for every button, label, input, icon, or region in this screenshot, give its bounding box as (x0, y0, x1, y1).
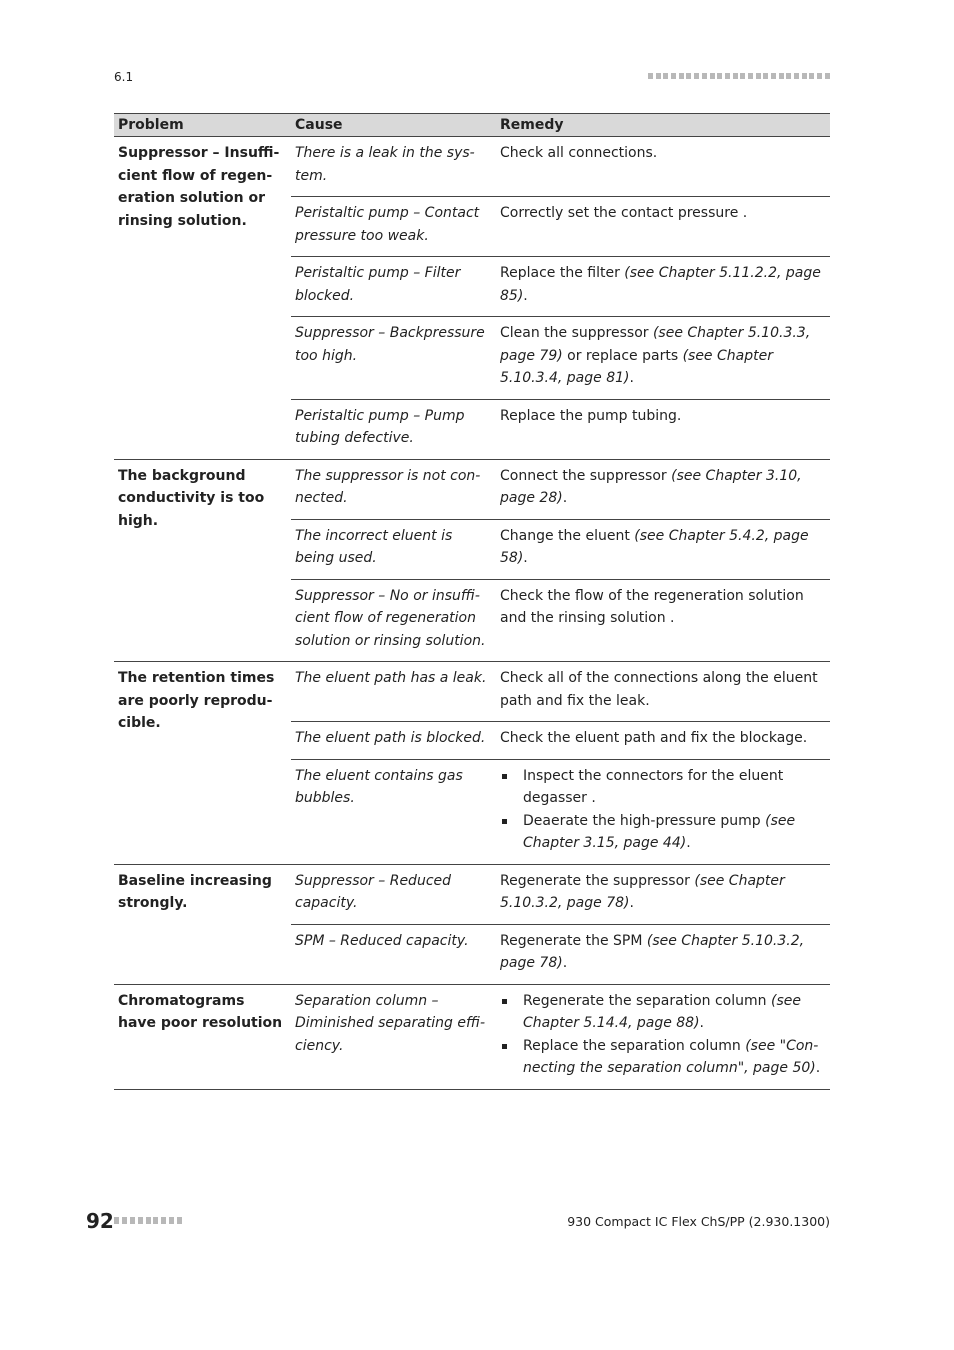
remedy-text: Replace the pump tubing. (500, 407, 682, 424)
footer-dot (146, 1217, 151, 1224)
table-body (114, 137, 830, 1090)
header-dot (756, 73, 761, 79)
remedy-text: Deaerate the high-pressure pump (523, 812, 766, 829)
header-dot (748, 73, 753, 79)
table-row (114, 459, 830, 519)
header-dot (686, 73, 691, 79)
table-row (114, 864, 830, 924)
remedy-text: Regenerate the separation column (523, 992, 771, 1009)
remedy-text: . (523, 550, 528, 566)
remedy-cell (496, 759, 830, 864)
remedy-text: . (815, 1060, 821, 1076)
remedy-list-item (500, 1035, 826, 1080)
remedy-text: . (699, 1015, 704, 1031)
section-number: 6.1 (114, 70, 134, 84)
reference-text: (see Chapter 5.14.4, page 88) (523, 992, 801, 1031)
remedy-text: Check all of the connections along the eluent path and fix the leak. (500, 670, 818, 709)
remedy-text: . (629, 895, 634, 911)
cause-cell: SPM – Reduced capacity. (291, 924, 496, 984)
remedy-list-item (500, 810, 826, 855)
header-dot (771, 73, 776, 79)
table-header-row (114, 114, 830, 137)
footer-dot (177, 1217, 182, 1224)
remedy-cell (496, 257, 830, 317)
remedy-text: Correctly set the contact pressure . (500, 205, 748, 221)
problem-cell: Chromatograms have poor resolution (114, 984, 291, 1089)
remedy-cell (496, 984, 830, 1089)
header-dot (779, 73, 784, 79)
remedy-text: Regenerate the SPM (500, 932, 647, 949)
header-dot (679, 73, 684, 79)
cause-cell: Peristaltic pump – Contact pressure too weak. (291, 197, 496, 257)
cause-cell: The eluent path is blocked. (291, 722, 496, 760)
document-title: 930 Compact IC Flex ChS/PP (2.930.1300) (567, 1214, 830, 1229)
reference-text: (see "Con-necting the separation column", page 50) (523, 1037, 819, 1076)
problem-cell: Suppressor – Insuffi-cient flow of regen-eration solution or rinsing solution. (118, 145, 280, 229)
remedy-cell (496, 317, 830, 400)
remedy-list (500, 765, 826, 855)
remedy-cell (496, 459, 830, 519)
remedy-list (500, 990, 826, 1080)
header-dot (802, 73, 807, 79)
column-header-cause: Cause (291, 114, 496, 137)
reference-text: (see Chapter 5.4.2, page 58) (500, 527, 809, 566)
reference-text: (see Chapter 5.11.2.2, page 85) (500, 265, 821, 304)
remedy-cell (496, 579, 830, 662)
remedy-text: . (629, 370, 634, 386)
remedy-text: Connect the suppressor (500, 467, 672, 484)
troubleshooting-table (114, 113, 830, 1090)
header-dot (817, 73, 822, 79)
cause-cell: There is a leak in the sys-tem. (295, 145, 475, 184)
cause-cell: Suppressor – No or insuffi-cient flow of regeneration solution or rinsing solution. (291, 579, 496, 662)
column-header-problem: Problem (114, 114, 291, 137)
header-dot (733, 73, 738, 79)
cause-cell: Suppressor – Reduced capacity. (291, 864, 496, 924)
cause-cell: The suppressor is not con-nected. (291, 459, 496, 519)
footer-dot (138, 1217, 143, 1224)
remedy-text: Change the eluent (500, 527, 635, 544)
reference-text: (see Chapter 5.10.3.2, page 78) (500, 932, 805, 971)
reference-text: (see Chapter 5.10.3.2, page 78) (500, 872, 785, 911)
header-dot (740, 73, 745, 79)
header-dot (809, 73, 814, 79)
header-dot (702, 73, 707, 79)
remedy-cell (496, 924, 830, 984)
remedy-text: Regenerate the suppressor (500, 872, 695, 889)
footer-decoration (114, 1217, 182, 1225)
cause-cell: Suppressor – Backpressure too high. (291, 317, 496, 400)
remedy-text: Replace the filter (500, 265, 625, 281)
reference-text: (see Chapter 5.10.3.3, page 79) (500, 325, 811, 364)
header-dot (717, 73, 722, 79)
header-dot (671, 73, 676, 79)
remedy-cell (496, 197, 830, 257)
footer-dot (153, 1217, 158, 1224)
footer-dot (122, 1217, 127, 1224)
problem-cell: The retention times are poorly reprodu-cible. (114, 662, 291, 865)
reference-text: (see Chapter 3.10, page 28) (500, 467, 802, 506)
cause-cell: Peristaltic pump – Filter blocked. (291, 257, 496, 317)
table-row (114, 137, 830, 197)
remedy-cell (496, 519, 830, 579)
table-row (114, 984, 830, 1089)
table-row (114, 662, 830, 722)
cause-cell: Separation column – Diminished separating effi-ciency. (291, 984, 496, 1089)
remedy-text: Check the eluent path and fix the blockage. (500, 730, 808, 746)
header-dot (656, 73, 661, 79)
reference-text: (see Chapter 3.15, page 44) (523, 812, 796, 851)
column-header-remedy: Remedy (496, 114, 830, 137)
remedy-text: Inspect the connectors for the eluent degasser . (523, 767, 784, 806)
footer-dot (161, 1217, 166, 1224)
cause-cell: The eluent path has a leak. (291, 662, 496, 722)
cause-cell: Peristaltic pump – Pump tubing defective. (291, 399, 496, 459)
remedy-text: . (562, 955, 568, 971)
remedy-text: . (686, 835, 691, 851)
header-dot (694, 73, 699, 79)
header-dot (763, 73, 768, 79)
header-dot (794, 73, 799, 79)
cause-cell: The incorrect eluent is being used. (291, 519, 496, 579)
remedy-text: . (523, 287, 528, 304)
header-dot (825, 73, 830, 79)
header-decoration (648, 70, 830, 82)
header-dot (786, 73, 791, 79)
page-number: 92 (86, 1209, 114, 1233)
cause-cell: The eluent contains gas bubbles. (291, 759, 496, 864)
problem-cell: Baseline increasing strongly. (114, 864, 291, 984)
remedy-cell (496, 137, 830, 197)
remedy-list-item (500, 765, 826, 810)
header-dot (725, 73, 730, 79)
remedy-cell (496, 662, 830, 722)
remedy-text: Check all connections. (500, 145, 658, 161)
remedy-text: Check the flow of the regeneration solution and the rinsing solution . (500, 587, 804, 626)
problem-cell: The background conductivity is too high. (114, 459, 291, 662)
remedy-text: or replace parts (562, 347, 683, 364)
footer-dot (169, 1217, 174, 1224)
remedy-cell (496, 399, 830, 459)
remedy-text: Clean the suppressor (500, 325, 653, 341)
remedy-text: Replace the separation column (523, 1037, 746, 1054)
remedy-text: . (562, 490, 568, 506)
remedy-cell (496, 722, 830, 760)
footer-dot (114, 1217, 119, 1224)
footer-dot (130, 1217, 135, 1224)
reference-text: (see Chapter 5.10.3.4, page 81) (500, 347, 773, 386)
header-dot (710, 73, 715, 79)
header-dot (663, 73, 668, 79)
remedy-cell (496, 864, 830, 924)
remedy-list-item (500, 990, 826, 1035)
header-dot (648, 73, 653, 79)
